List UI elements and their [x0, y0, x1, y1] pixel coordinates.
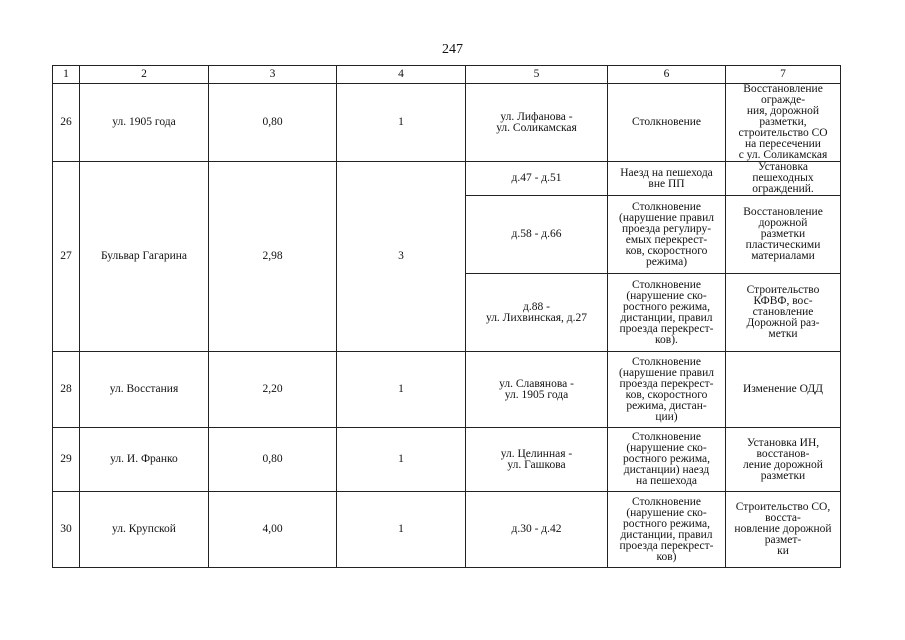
length-cell: 2,98 — [209, 162, 337, 352]
accident-sites-table — [52, 65, 841, 568]
column-number-cell: 3 — [209, 66, 337, 84]
section-cell: ул. Целинная - ул. Гашкова — [466, 428, 608, 492]
incident-cell: Столкновение (нарушение правил проезда перекрест- ков, скоростного режима, дистан- ции) — [608, 352, 726, 428]
measures-cell: Установка пешеходных ограждений. — [726, 162, 841, 196]
street-cell: Бульвар Гагарина — [80, 162, 209, 352]
section-cell: д.47 - д.51 — [466, 162, 608, 196]
count-cell: 1 — [337, 352, 466, 428]
measures-cell: Установка ИН, восстанов- ление дорожной разметки — [726, 428, 841, 492]
length-cell: 0,80 — [209, 428, 337, 492]
measures-cell: Строительство КФВФ, вос- становление Дорожной раз- метки — [726, 274, 841, 352]
column-number-cell: 4 — [337, 66, 466, 84]
measures-cell: Восстановление дорожной разметки пластическими материалами — [726, 196, 841, 274]
section-cell: ул. Славянова - ул. 1905 года — [466, 352, 608, 428]
row-number-cell: 30 — [53, 492, 80, 568]
table-row — [53, 84, 841, 162]
row-number-cell: 28 — [53, 352, 80, 428]
row-number-cell: 27 — [53, 162, 80, 352]
count-cell: 1 — [337, 492, 466, 568]
section-cell: д.88 - ул. Лихвинская, д.27 — [466, 274, 608, 352]
page-number: 247 — [442, 42, 463, 57]
column-number-cell: 5 — [466, 66, 608, 84]
measures-cell: Изменение ОДД — [726, 352, 841, 428]
incident-cell: Столкновение — [608, 84, 726, 162]
incident-cell: Столкновение (нарушение ско- ростного режима, дистанции) наезд на пешехода — [608, 428, 726, 492]
table-row — [53, 162, 841, 196]
street-cell: ул. 1905 года — [80, 84, 209, 162]
row-number-cell: 26 — [53, 84, 80, 162]
column-number-cell: 1 — [53, 66, 80, 84]
count-cell: 1 — [337, 428, 466, 492]
length-cell: 2,20 — [209, 352, 337, 428]
column-number-cell: 7 — [726, 66, 841, 84]
section-cell: ул. Лифанова - ул. Соликамская — [466, 84, 608, 162]
length-cell: 4,00 — [209, 492, 337, 568]
table-row — [53, 352, 841, 428]
length-cell: 0,80 — [209, 84, 337, 162]
measures-cell: Строительство СО, восста- новление дорожной размет- ки — [726, 492, 841, 568]
incident-cell: Столкновение (нарушение ско- ростного режима, дистанции, правил проезда перекрест- ков) — [608, 492, 726, 568]
table-row — [53, 492, 841, 568]
column-number-cell: 2 — [80, 66, 209, 84]
street-cell: ул. Крупской — [80, 492, 209, 568]
row-number-cell: 29 — [53, 428, 80, 492]
table-row — [53, 428, 841, 492]
column-number-cell: 6 — [608, 66, 726, 84]
incident-cell: Столкновение (нарушение ско- ростного режима, дистанции, правил проезда перекрест- ков). — [608, 274, 726, 352]
count-cell: 1 — [337, 84, 466, 162]
section-cell: д.58 - д.66 — [466, 196, 608, 274]
count-cell: 3 — [337, 162, 466, 352]
section-cell: д.30 - д.42 — [466, 492, 608, 568]
incident-cell: Столкновение (нарушение правил проезда регулиру- емых перекрест- ков, скоростного режима) — [608, 196, 726, 274]
column-number-row — [53, 66, 841, 84]
street-cell: ул. И. Франко — [80, 428, 209, 492]
incident-cell: Наезд на пешехода вне ПП — [608, 162, 726, 196]
street-cell: ул. Восстания — [80, 352, 209, 428]
measures-cell: Восстановление огражде- ния, дорожной разметки, строительство СО на пересечении с ул. Соликамская — [726, 84, 841, 162]
